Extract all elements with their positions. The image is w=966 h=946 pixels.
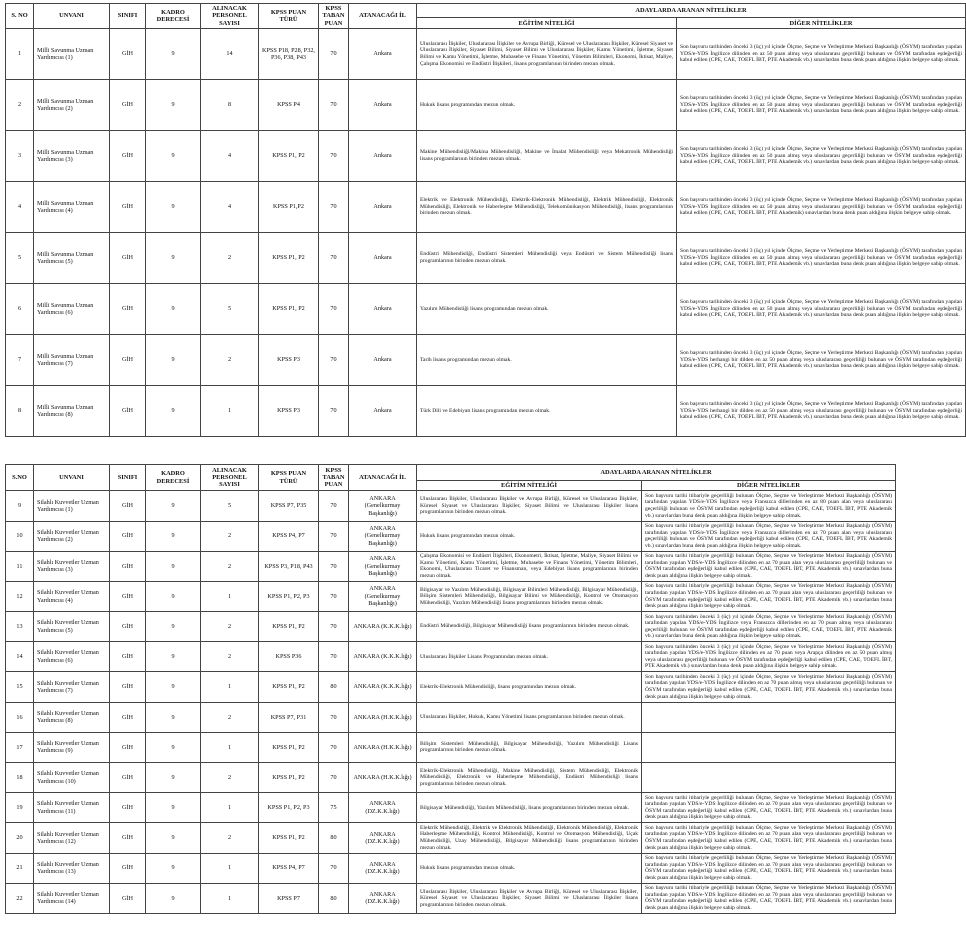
cell-alinacak: 1 <box>201 732 259 762</box>
table-row <box>6 284 966 335</box>
cell-diger: Son başvuru tarihinden önceki 3 (üç) yıl içinde Ölçme, Seçme ve Yerleştirme Merkezi Başkanlığı (ÖSYM) tarafından yapılan YDS/e-YDS İngilizce dilinden en az 50 puan almış veya uluslararası geçerliliği bulunan ve ÖSYM tarafından eşdeğerliği kabul edilen (CPE, CAE, TOEFL İBT, PTE Akademik vb.) sınavlardan buna denk puan aldığına ilişkin belgeye sahip olmak. <box>677 284 966 335</box>
cell-kpss-turu: KPSS P7 <box>259 883 319 913</box>
table-1-body <box>6 29 966 437</box>
cell-unvan: Milli Savunma Uzman Yardımcısı (6) <box>34 284 110 335</box>
cell-kadro: 9 <box>146 732 201 762</box>
cell-sinif: GİH <box>110 581 146 611</box>
table-row <box>6 551 896 581</box>
cell-sinif: GİH <box>110 702 146 732</box>
cell-alinacak: 2 <box>201 642 259 672</box>
cell-sno: 6 <box>6 284 34 335</box>
cell-unvan: Silahlı Kuvvetler Uzman Yardımcısı (3) <box>34 551 110 581</box>
cell-kadro: 9 <box>146 793 201 823</box>
cell-diger: Son başvuru tarihinden önceki 3 (üç) yıl içinde Ölçme, Seçme ve Yerleştirme Merkezi Başkanlığı (ÖSYM) tarafından yapılan YDS/e-YDS İngilizce dilinden en az 50 puan almış veya uluslararası geçerliliği bulunan ve ÖSYM tarafından eşdeğerliği kabul edilen (CPE, CAE, TOEFL İBT, PTE Akademik vb.) sınavlardan buna denk puan aldığına ilişkin belgeye sahip olmak. <box>677 80 966 131</box>
cell-egitim: Endüstri Mühendisliği, Bilgisayar Mühendisliği lisans programlarının birinden mezun olmak. <box>417 612 642 642</box>
cell-sinif: GİH <box>110 883 146 913</box>
positions-table-2 <box>5 464 896 914</box>
cell-egitim: Bilgisayar Mühendisliği, Yazılım Mühendisliği, lisans programlarının birinden mezun olmak. <box>417 793 642 823</box>
table-row <box>6 793 896 823</box>
cell-atanacagi: ANKARA (K.K.K.lığı) <box>349 642 417 672</box>
cell-kadro: 9 <box>146 551 201 581</box>
cell-egitim: Yazılım Mühendisliği lisans programından mezun olmak. <box>417 284 677 335</box>
cell-sno: 3 <box>6 131 34 182</box>
cell-kpss-taban: 70 <box>319 521 349 551</box>
cell-alinacak: 5 <box>201 284 259 335</box>
cell-egitim: Bilgisayar ve Yazılım Mühendisliği, Bilgisayar Bilimleri Mühendisliği, Bilgisayar Mühendisliği, Bilişim Sistemleri Mühendisliği, Bilgisayar Bilimi ve Mühendisliği, Kontrol ve Otomasyon Mühendisliği, Yazılım Mühendisliği lisans programlarının birinden mezun olmak. <box>417 581 642 611</box>
cell-atanacagi: Ankara <box>349 233 417 284</box>
table-row <box>6 581 896 611</box>
cell-alinacak: 2 <box>201 823 259 853</box>
cell-atanacagi: ANKARA (Genelkurmay Başkanlığı) <box>349 491 417 521</box>
cell-atanacagi: Ankara <box>349 182 417 233</box>
positions-table-1 <box>5 3 966 437</box>
cell-atanacagi: Ankara <box>349 29 417 80</box>
cell-kpss-taban: 70 <box>319 284 349 335</box>
table-row <box>6 29 966 80</box>
cell-kpss-taban: 70 <box>319 551 349 581</box>
cell-diger: Son başvuru tarihi itibariyle geçerliliği bulunan Ölçme, Seçme ve Yerleştirme Merkezi Başkanlığı (ÖSYM) tarafından yapılan YDS/e-YDS İngilizce dilinden en az 70 puan alan veya uluslararası geçerliliği bulunan ve ÖSYM tarafından eşdeğerliği kabul edilen (CPE, CAE, TOEFL İBT, PTE Akademik vb.) sınavlardan buna denk puan aldığına ilişkin belgeye sahip olmak. <box>642 823 896 853</box>
cell-alinacak: 2 <box>201 551 259 581</box>
cell-diger: Son başvuru tarihi itibariyle geçerliliği bulunan Ölçme, Seçme ve Yerleştirme Merkezi Başkanlığı (ÖSYM) tarafından yapılan YDS/e-YDS İngilizce dilinden en az 70 puan alan veya uluslararası geçerliliği bulunan ve ÖSYM tarafından eşdeğerliği kabul edilen (CPE, CAE, TOEFL İBT, PTE Akademik vb.) sınavlardan buna denk puan aldığına ilişkin belgeye sahip olmak. <box>642 793 896 823</box>
cell-kadro: 9 <box>146 612 201 642</box>
table-row <box>6 182 966 233</box>
cell-kpss-taban: 70 <box>319 29 349 80</box>
cell-sno: 19 <box>6 793 34 823</box>
table-row <box>6 233 966 284</box>
cell-sinif: GİH <box>110 335 146 386</box>
table-row <box>6 732 896 762</box>
cell-kpss-turu: KPSS P18, P28, P32, P36, P38, P43 <box>259 29 319 80</box>
cell-kpss-taban: 70 <box>319 386 349 437</box>
cell-sno: 7 <box>6 335 34 386</box>
cell-kadro: 9 <box>146 182 201 233</box>
cell-alinacak: 1 <box>201 883 259 913</box>
cell-egitim: Uluslararası İlişkiler, Hukuk, Kamu Yönetimi lisans programlarının birinden mezun olmak. <box>417 702 642 732</box>
cell-atanacagi: Ankara <box>349 335 417 386</box>
cell-kpss-taban: 70 <box>319 612 349 642</box>
cell-sno: 2 <box>6 80 34 131</box>
cell-kadro: 9 <box>146 335 201 386</box>
cell-unvan: Silahlı Kuvvetler Uzman Yardımcısı (5) <box>34 612 110 642</box>
cell-kadro: 9 <box>146 702 201 732</box>
cell-kpss-taban: 70 <box>319 763 349 793</box>
cell-sno: 18 <box>6 763 34 793</box>
cell-sinif: GİH <box>110 284 146 335</box>
cell-kpss-turu: KPSS P4 <box>259 80 319 131</box>
cell-sno: 8 <box>6 386 34 437</box>
cell-atanacagi: ANKARA (DZ.K.K.lığı) <box>349 883 417 913</box>
cell-sinif: GİH <box>110 732 146 762</box>
cell-unvan: Silahlı Kuvvetler Uzman Yardımcısı (9) <box>34 732 110 762</box>
cell-diger: Son başvuru tarihinden önceki 3 (üç) yıl içinde Ölçme, Seçme ve Yerleştirme Merkezi Başkanlığı (ÖSYM) tarafından yapılan YDS/e-YDS herhangi bir dilden en az 50 puan almış veya uluslararası geçerliliği bulunan ve ÖSYM tarafından eşdeğerliği kabul edilen (CPE, CAE, TOEFL İBT, PTE Akademik vb.) sınavlardan buna denk puan aldığına ilişkin belgeye sahip olmak. <box>677 335 966 386</box>
cell-atanacagi: ANKARA (K.K.K.lığı) <box>349 612 417 642</box>
table-row <box>6 491 896 521</box>
cell-unvan: Milli Savunma Uzman Yardımcısı (8) <box>34 386 110 437</box>
cell-alinacak: 1 <box>201 386 259 437</box>
header-kadro: KADRO DERECESİ <box>146 465 201 491</box>
cell-alinacak: 14 <box>201 29 259 80</box>
table-2-body <box>6 491 896 914</box>
cell-atanacagi: Ankara <box>349 131 417 182</box>
cell-sno: 11 <box>6 551 34 581</box>
cell-unvan: Silahlı Kuvvetler Uzman Yardımcısı (12) <box>34 823 110 853</box>
cell-diger <box>642 702 896 732</box>
cell-atanacagi: Ankara <box>349 284 417 335</box>
header-atanacagi: ATANACAĞI İL <box>349 4 417 29</box>
table-row <box>6 702 896 732</box>
cell-sno: 16 <box>6 702 34 732</box>
cell-kpss-taban: 75 <box>319 793 349 823</box>
table-row <box>6 853 896 883</box>
cell-unvan: Silahlı Kuvvetler Uzman Yardımcısı (2) <box>34 521 110 551</box>
cell-egitim: Çalışma Ekonomisi ve Endüstri İlişkileri, Ekonometri, İktisat, İşletme, Maliye, Siyaset Bilimi ve Kamu Yönetimi, Kamu Yönetimi, İşletme, Muhasebe ve Finans Yönetimi, Yönetim Bilimleri, Ekonomi, Uluslararası Ticaret ve Finansman, veya Edebiyat lisans programlarının birinden mezun olmak. <box>417 551 642 581</box>
cell-kpss-taban: 70 <box>319 732 349 762</box>
cell-atanacagi: Ankara <box>349 80 417 131</box>
cell-sinif: GİH <box>110 551 146 581</box>
cell-atanacagi: ANKARA (DZ.K.K.lığı) <box>349 853 417 883</box>
cell-kpss-turu: KPSS P1, P2 <box>259 763 319 793</box>
cell-kpss-turu: KPSS P1,P2 <box>259 182 319 233</box>
cell-sinif: GİH <box>110 233 146 284</box>
cell-sinif: GİH <box>110 612 146 642</box>
cell-diger: Son başvuru tarihinden önceki 3 (üç) yıl içinde Ölçme, Seçme ve Yerleştirme Merkezi Başkanlığı (ÖSYM) tarafından yapılan YDS/e-YDS İngilizce dilinden en az 70 puan almış veya uluslararası geçerliliği bulunan ve ÖSYM tarafından eşdeğerliği kabul edilen (CPE, CAE, TOEFL İBT, PTE Akademik vb.) sınavlardan buna denk puan aldığına ilişkin belgeye sahip olmak. <box>642 672 896 702</box>
cell-sno: 15 <box>6 672 34 702</box>
cell-atanacagi: ANKARA (Genelkurmay Başkanlığı) <box>349 521 417 551</box>
header-egitim: EĞİTİM NİTELİĞİ <box>417 18 677 29</box>
cell-alinacak: 2 <box>201 521 259 551</box>
cell-atanacagi: ANKARA (K.K.K.lığı) <box>349 672 417 702</box>
cell-kpss-taban: 70 <box>319 702 349 732</box>
cell-egitim: Makine Mühendisliği/Makina Mühendisliği, Makine ve İmalat Mühendisliği veya Mekatronik Mühendisliği lisans programlarının birinden mezun olmak. <box>417 131 677 182</box>
cell-kadro: 9 <box>146 642 201 672</box>
table-row <box>6 823 896 853</box>
cell-diger: Son başvuru tarihinden önceki 3 (üç) yıl içinde Ölçme, Seçme ve Yerleştirme Merkezi Başkanlığı (ÖSYM) tarafından yapılan YDS/e-YDS İngilizce dilinden en az 50 puan almış veya uluslararası geçerliliği bulunan ve ÖSYM tarafından eşdeğerliği kabul edilen (CPE, CAE, TOEFL İBT, PTE Akademik vb.) sınavlardan buna denk puan aldığına ilişkin belgeye sahip olmak. <box>677 233 966 284</box>
header-kadro: KADRO DERECESİ <box>146 4 201 29</box>
cell-kadro: 9 <box>146 233 201 284</box>
cell-diger: Son başvuru tarihi itibariyle geçerliliği bulunan Ölçme, Seçme ve Yerleştirme Merkezi Başkanlığı (ÖSYM) tarafından yapılan YDS/e-YDS İngilizce dilinden en az 70 puan alan veya uluslararası geçerliliği bulunan ve ÖSYM tarafından eşdeğerliği kabul edilen (CPE, CAE, TOEFL İBT, PTE Akademik vb.) sınavlardan buna denk puan aldığına ilişkin belgeye sahip olmak. <box>642 551 896 581</box>
cell-sinif: GİH <box>110 823 146 853</box>
cell-egitim: Elektrik Mühendisliği, Elektrik ve Elektronik Mühendisliği, Elektronik Mühendisliği, Elektronik Haberleşme Mühendisliği, Kontrol Mühendisliği, Kontrol ve Otomasyon Mühendisliği, Uçak Mühendisliği, Uzay Mühendisliği, Bilgisayar Mühendisliği lisans programlarının birinden mezun olmak. <box>417 823 642 853</box>
cell-kpss-taban: 80 <box>319 823 349 853</box>
cell-egitim: Uluslararası İlişkiler Lisans Programından mezun olmak. <box>417 642 642 672</box>
cell-kpss-turu: KPSS P7, P31 <box>259 702 319 732</box>
cell-unvan: Silahlı Kuvvetler Uzman Yardımcısı (10) <box>34 763 110 793</box>
cell-alinacak: 5 <box>201 491 259 521</box>
cell-sno: 10 <box>6 521 34 551</box>
cell-kadro: 9 <box>146 823 201 853</box>
cell-egitim: Hukuk lisans programından mezun olmak. <box>417 853 642 883</box>
cell-sinif: GİH <box>110 182 146 233</box>
cell-alinacak: 1 <box>201 672 259 702</box>
header-kpss-turu: KPSS PUAN TÜRÜ <box>259 465 319 491</box>
cell-sno: 20 <box>6 823 34 853</box>
table-header-row <box>6 465 896 481</box>
cell-kpss-taban: 70 <box>319 581 349 611</box>
cell-unvan: Silahlı Kuvvetler Uzman Yardımcısı (13) <box>34 853 110 883</box>
cell-kpss-turu: KPSS P3 <box>259 335 319 386</box>
table-row <box>6 883 896 913</box>
cell-sinif: GİH <box>110 642 146 672</box>
cell-kpss-turu: KPSS P1, P2 <box>259 732 319 762</box>
header-kpss-turu: KPSS PUAN TÜRÜ <box>259 4 319 29</box>
table-row <box>6 642 896 672</box>
cell-sno: 17 <box>6 732 34 762</box>
cell-kadro: 9 <box>146 883 201 913</box>
cell-kadro: 9 <box>146 491 201 521</box>
table-row <box>6 521 896 551</box>
header-sno: S. NO <box>6 4 34 29</box>
cell-kadro: 9 <box>146 80 201 131</box>
cell-sno: 4 <box>6 182 34 233</box>
cell-sno: 21 <box>6 853 34 883</box>
cell-egitim: Hukuk lisans programından mezun olmak. <box>417 521 642 551</box>
cell-kpss-taban: 70 <box>319 233 349 284</box>
cell-kpss-turu: KPSS P1, P2 <box>259 284 319 335</box>
table-row <box>6 612 896 642</box>
cell-unvan: Silahlı Kuvvetler Uzman Yardımcısı (11) <box>34 793 110 823</box>
cell-kpss-taban: 70 <box>319 642 349 672</box>
cell-alinacak: 4 <box>201 182 259 233</box>
table-row <box>6 386 966 437</box>
cell-kpss-taban: 70 <box>319 853 349 883</box>
cell-kadro: 9 <box>146 131 201 182</box>
cell-alinacak: 1 <box>201 853 259 883</box>
cell-kadro: 9 <box>146 284 201 335</box>
cell-diger: Son başvuru tarihi itibariyle geçerliliği bulunan Ölçme, Seçme ve Yerleştirme Merkezi Başkanlığı (ÖSYM) tarafından yapılan YDS/e-YDS İngilizce dilinden en az 70 puan alan veya uluslararası geçerliliği bulunan ve ÖSYM tarafından eşdeğerliği kabul edilen (CPE, CAE, TOEFL İBT, PTE Akademik vb.) sınavlardan buna denk puan aldığına ilişkin belgeye sahip olmak. <box>642 581 896 611</box>
cell-diger: Son başvuru tarihinden önceki 3 (üç) yıl içinde Ölçme, Seçme ve Yerleştirme Merkezi Başkanlığı (ÖSYM) tarafından yapılan YDS/e-YDS İngilizce veya Fransızca dillerinden en az 70 puan almış veya uluslararası geçerliliği bulunan ve ÖSYM tarafından eşdeğerliği kabul edilen (CPE, CAE, TOEFL İBT, PTE Akademik vb.) sınavlardan buna denk puan aldığına ilişkin belgeye sahip olmak. <box>642 612 896 642</box>
cell-sinif: GİH <box>110 853 146 883</box>
cell-egitim: Uluslararası İlişkiler, Uluslararası İlişkiler ve Avrupa Birliği, Küresel ve Uluslararası İlişkiler, Küresel Siyaset ve Uluslararası İlişkiler, Siyaset Bilimi ve Uluslararası İlişkiler lisans programlarının birinden mezun olmak. <box>417 883 642 913</box>
table-header-row <box>6 4 966 18</box>
cell-kadro: 9 <box>146 521 201 551</box>
cell-kpss-turu: KPSS P36 <box>259 642 319 672</box>
cell-diger: Son başvuru tarihinden önceki 3 (üç) yıl içinde Ölçme, Seçme ve Yerleştirme Merkezi Başkanlığı (ÖSYM) tarafından yapılan YDS/e-YDS İngilizce dilinden en az 50 puan almış veya uluslararası geçerliliği bulunan ve ÖSYM tarafından eşdeğerliği kabul edilen (CPE, CAE, TOEFL İBT, PTE Akademik vb.) sınavlardan buna denk puan aldığına ilişkin belgeye sahip olmak. <box>677 131 966 182</box>
cell-alinacak: 4 <box>201 131 259 182</box>
cell-unvan: Milli Savunma Uzman Yardımcısı (2) <box>34 80 110 131</box>
cell-kpss-turu: KPSS P3 <box>259 386 319 437</box>
cell-sno: 9 <box>6 491 34 521</box>
cell-egitim: Hukuk lisans programından mezun olmak. <box>417 80 677 131</box>
cell-kpss-turu: KPSS P4, P7 <box>259 521 319 551</box>
cell-kpss-taban: 70 <box>319 182 349 233</box>
cell-diger: Son başvuru tarihi itibariyle geçerliliği bulunan Ölçme, Seçme ve Yerleştirme Merkezi Başkanlığı (ÖSYM) tarafından yapılan YDS/e-YDS İngilizce dilinden en az 70 puan alan veya uluslararası geçerliliği bulunan ve ÖSYM tarafından eşdeğerliği kabul edilen (CPE, CAE, TOEFL İBT, PTE Akademik vb.) sınavlardan buna denk puan aldığına ilişkin belgeye sahip olmak. <box>642 853 896 883</box>
header-diger: DİĞER NİTELİKLER <box>677 18 966 29</box>
cell-kpss-turu: KPSS P1, P2 <box>259 131 319 182</box>
cell-sno: 14 <box>6 642 34 672</box>
cell-kadro: 9 <box>146 853 201 883</box>
cell-alinacak: 2 <box>201 702 259 732</box>
cell-atanacagi: ANKARA (DZ.K.K.lığı) <box>349 823 417 853</box>
cell-egitim: Bilişim Sistemleri Mühendisliği, Bilgisayar Mühendisliği, Yazılım Mühendisliği Lisans programlarının birinden mezun olmak. <box>417 732 642 762</box>
cell-egitim: Uluslararası İlişkiler, Uluslararası İlişkiler ve Avrupa Birliği, Küresel ve Uluslararası İlişkiler, Küresel Siyaset ve Uluslararası İlişkiler, Siyaset Bilimi ve Uluslararası İlişkiler lisans programlarının birinden mezun olmak. <box>417 491 642 521</box>
cell-unvan: Silahlı Kuvvetler Uzman Yardımcısı (1) <box>34 491 110 521</box>
table-row <box>6 131 966 182</box>
cell-kadro: 9 <box>146 672 201 702</box>
cell-unvan: Milli Savunma Uzman Yardımcısı (3) <box>34 131 110 182</box>
cell-atanacagi: ANKARA (H.K.K.lığı) <box>349 732 417 762</box>
cell-kpss-taban: 80 <box>319 672 349 702</box>
cell-atanacagi: ANKARA (H.K.K.lığı) <box>349 702 417 732</box>
cell-unvan: Milli Savunma Uzman Yardımcısı (1) <box>34 29 110 80</box>
cell-kpss-turu: KPSS P1, P2, P3 <box>259 793 319 823</box>
cell-sinif: GİH <box>110 131 146 182</box>
cell-sno: 13 <box>6 612 34 642</box>
cell-egitim: Uluslararası İlişkiler, Uluslararası İlişkiler ve Avrupa Birliği, Küresel ve Uluslararası İlişkiler, Küresel Siyaset ve Uluslararası İlişkiler, Siyaset Bilimi, Siyaset Bilimi ve Uluslararası İlişkiler, Kamu Yönetimi, İşletme, Siyaset Bilimi ve Kamu Yönetimi, İşletme, Muhasebe ve Finans Yönetimi, Yönetim Bilimleri, Ekonomi, İktisat, Maliye, Çalışma Ekonomisi ve Endüstri İlişkileri, lisans programlarının birinden mezun olmak. <box>417 29 677 80</box>
cell-unvan: Silahlı Kuvvetler Uzman Yardımcısı (8) <box>34 702 110 732</box>
header-aranan: ADAYLARDA ARANAN NİTELİKLER <box>417 465 896 481</box>
cell-alinacak: 2 <box>201 233 259 284</box>
cell-kpss-turu: KPSS P1, P2 <box>259 672 319 702</box>
cell-kpss-taban: 70 <box>319 131 349 182</box>
cell-atanacagi: ANKARA (Genelkurmay Başkanlığı) <box>349 551 417 581</box>
cell-sinif: GİH <box>110 521 146 551</box>
cell-sinif: GİH <box>110 793 146 823</box>
cell-sinif: GİH <box>110 386 146 437</box>
cell-egitim: Elektrik-Elektronik Mühendisliği, Makine Mühendisliği, Sistem Mühendisliği, Elektronik Mühendisliği, Elektronik ve Haberleşme Mühendisliği, Endüstri Mühendisliği lisans programlarının birinden mezun olmak. <box>417 763 642 793</box>
cell-diger: Son başvuru tarihinden önceki 3 (üç) yıl içinde Ölçme, Seçme ve Yerleştirme Merkezi Başkanlığı (ÖSYM) tarafından yapılan YDS/e-YDS İngilizce dilinden en az 50 puan almış veya uluslararası geçerliliği bulunan ve ÖSYM tarafından eşdeğerliği kabul edilen (CPE, CAE, TOEFL İBT, PTE Akademik) sınavlardan buna denk puan aldığına ilişkin belgeye sahip olmak. <box>677 182 966 233</box>
cell-diger <box>642 732 896 762</box>
cell-egitim: Elektrik-Elektronik Mühendisliği, lisans programından mezun olmak. <box>417 672 642 702</box>
cell-egitim: Tarih lisans programından mezun olmak. <box>417 335 677 386</box>
cell-unvan: Silahlı Kuvvetler Uzman Yardımcısı (6) <box>34 642 110 672</box>
header-diger: DİĞER NİTELİKLER <box>642 481 896 491</box>
header-alinacak: ALINACAK PERSONEL SAYISI <box>201 465 259 491</box>
cell-kadro: 9 <box>146 581 201 611</box>
cell-alinacak: 1 <box>201 581 259 611</box>
table-row <box>6 335 966 386</box>
cell-sno: 12 <box>6 581 34 611</box>
cell-unvan: Silahlı Kuvvetler Uzman Yardımcısı (14) <box>34 883 110 913</box>
cell-kpss-turu: KPSS P1, P2, P3 <box>259 581 319 611</box>
cell-kpss-turu: KPSS P4, P7 <box>259 853 319 883</box>
cell-unvan: Milli Savunma Uzman Yardımcısı (5) <box>34 233 110 284</box>
header-unvan: UNVANI <box>34 465 110 491</box>
cell-kpss-turu: KPSS P1, P2 <box>259 233 319 284</box>
header-aranan: ADAYLARDA ARANAN NİTELİKLER <box>417 4 966 18</box>
cell-kadro: 9 <box>146 386 201 437</box>
cell-alinacak: 8 <box>201 80 259 131</box>
cell-diger: Son başvuru tarihi itibariyle geçerliliği bulunan Ölçme, Seçme ve Yerleştirme Merkezi Başkanlığı (ÖSYM) tarafından yapılan YDS/e-YDS İngilizce veya Fransızca dillerinden en az 80 puan alan veya uluslararası geçerliliği bulunan ve ÖSYM tarafından eşdeğerliği kabul edilen (CPE, CAE, TOEFL İBT, PTE Akademik vb.) sınavlardan buna denk puan aldığına ilişkin belgeye sahip olmak. <box>642 491 896 521</box>
header-unvan: UNVANI <box>34 4 110 29</box>
cell-alinacak: 1 <box>201 793 259 823</box>
cell-sinif: GİH <box>110 672 146 702</box>
header-sno: S.NO <box>6 465 34 491</box>
header-alinacak: ALINACAK PERSONEL SAYISI <box>201 4 259 29</box>
cell-diger: Son başvuru tarihinden önceki 3 (üç) yıl içinde Ölçme, Seçme ve Yerleştirme Merkezi Başkanlığı (ÖSYM) tarafından yapılan YDS/e-YDS İngilizce dilinden en az 50 puan almış veya uluslararası geçerliliği bulunan ve ÖSYM tarafından eşdeğerliği kabul edilen (CPE, CAE, TOEFL İBT, PTE Akademik vb.) sınavlardan buna denk puan aldığına ilişkin belgeye sahip olmak. <box>677 29 966 80</box>
cell-diger <box>642 763 896 793</box>
cell-diger: Son başvuru tarihi itibariyle geçerliliği bulunan Ölçme, Seçme ve Yerleştirme Merkezi Başkanlığı (ÖSYM) tarafından yapılan YDS/e-YDS İngilizce veya Fransızca dillerinden en az 70 puan alan veya uluslararası geçerliliği bulunan ve ÖSYM tarafından eşdeğerliği kabul edilen (CPE, CAE, TOEFL İBT, PTE Akademik vb.) sınavlardan buna denk puan aldığına ilişkin belgeye sahip olmak. <box>642 521 896 551</box>
cell-sinif: GİH <box>110 80 146 131</box>
cell-atanacagi: Ankara <box>349 386 417 437</box>
header-egitim: EĞİTİM NİTELİĞİ <box>417 481 642 491</box>
header-sinif: SINIFI <box>110 4 146 29</box>
cell-sno: 22 <box>6 883 34 913</box>
cell-alinacak: 2 <box>201 763 259 793</box>
cell-diger: Son başvuru tarihinden önceki 3 (üç) yıl içinde Ölçme, Seçme ve Yerleştirme Merkezi Başkanlığı (ÖSYM) tarafından yapılan YDS/e-YDS İngilizce dilinden en az 70 puan veya Arapça dilinden en az 50 puan almış veya uluslararası geçerliliği bulunan ve ÖSYM tarafından eşdeğerliği kabul edilen (CPE, CAE, TOEFL İBT, PTE Akademik vb.) sınavlardan buna denk puan aldığına ilişkin belgeye sahip olmak. <box>642 642 896 672</box>
cell-sinif: GİH <box>110 491 146 521</box>
table-row <box>6 763 896 793</box>
header-kpss-taban: KPSS TABAN PUAN <box>319 4 349 29</box>
cell-kpss-taban: 70 <box>319 335 349 386</box>
cell-kpss-turu: KPSS P7, P35 <box>259 491 319 521</box>
cell-alinacak: 2 <box>201 335 259 386</box>
cell-alinacak: 2 <box>201 612 259 642</box>
header-sinif: SINIFI <box>110 465 146 491</box>
cell-kpss-turu: KPSS P1, P2 <box>259 823 319 853</box>
header-atanacagi: ATANACAĞI İL <box>349 465 417 491</box>
cell-diger: Son başvuru tarihi itibariyle geçerliliği bulunan Ölçme, Seçme ve Yerleştirme Merkezi Başkanlığı (ÖSYM) tarafından yapılan YDS/e-YDS İngilizce dilinden en az 70 puan alan veya uluslararası geçerliliği bulunan ve ÖSYM tarafından eşdeğerliği kabul edilen (CPE, CAE, TOEFL İBT, PTE Akademik vb.) sınavlardan buna denk puan aldığına ilişkin belgeye sahip olmak. <box>642 883 896 913</box>
cell-unvan: Milli Savunma Uzman Yardımcısı (7) <box>34 335 110 386</box>
cell-atanacagi: ANKARA (H.K.K.lığı) <box>349 763 417 793</box>
cell-kpss-taban: 70 <box>319 80 349 131</box>
cell-atanacagi: ANKARA (DZ.K.K.lığı) <box>349 793 417 823</box>
cell-egitim: Elektrik ve Elektronik Mühendisliği, Elektrik-Elektronik Mühendisliği, Elektrik Mühendisliği, Elektronik Mühendisliği, Elektronik ve Haberleşme Mühendisliği, Telekomünikasyon Mühendisliği, lisans programlarının birinden mezun olmak. <box>417 182 677 233</box>
cell-sinif: GİH <box>110 763 146 793</box>
cell-kpss-turu: KPSS P1, P2 <box>259 612 319 642</box>
cell-kpss-taban: 80 <box>319 883 349 913</box>
cell-egitim: Endüstri Mühendisliği, Endüstri Sistemleri Mühendisliği veya Endüstri ve Sistem Mühendisliği lisans programlarının birinden mezun olmak. <box>417 233 677 284</box>
cell-unvan: Silahlı Kuvvetler Uzman Yardımcısı (7) <box>34 672 110 702</box>
cell-sno: 1 <box>6 29 34 80</box>
cell-kadro: 9 <box>146 763 201 793</box>
cell-kadro: 9 <box>146 29 201 80</box>
cell-diger: Son başvuru tarihinden önceki 3 (üç) yıl içinde Ölçme, Seçme ve Yerleştirme Merkezi Başkanlığı (ÖSYM) tarafından yapılan YDS/e-YDS herhangi bir dilden en az 50 puan almış veya uluslararası geçerliliği bulunan ve ÖSYM tarafından eşdeğerliği kabul edilen (CPE, CAE, TOEFL İBT, PTE Akademik vb.) sınavlardan buna denk puan aldığına ilişkin belgeye sahip olmak. <box>677 386 966 437</box>
cell-unvan: Milli Savunma Uzman Yardımcısı (4) <box>34 182 110 233</box>
cell-kpss-turu: KPSS P3, P18, P43 <box>259 551 319 581</box>
table-row <box>6 80 966 131</box>
cell-sinif: GİH <box>110 29 146 80</box>
cell-sno: 5 <box>6 233 34 284</box>
cell-atanacagi: ANKARA (Genelkurmay Başkanlığı) <box>349 581 417 611</box>
table-row <box>6 672 896 702</box>
cell-egitim: Türk Dili ve Edebiyatı lisans programından mezun olmak. <box>417 386 677 437</box>
cell-unvan: Silahlı Kuvvetler Uzman Yardımcısı (4) <box>34 581 110 611</box>
header-kpss-taban: KPSS TABAN PUAN <box>319 465 349 491</box>
cell-kpss-taban: 70 <box>319 491 349 521</box>
